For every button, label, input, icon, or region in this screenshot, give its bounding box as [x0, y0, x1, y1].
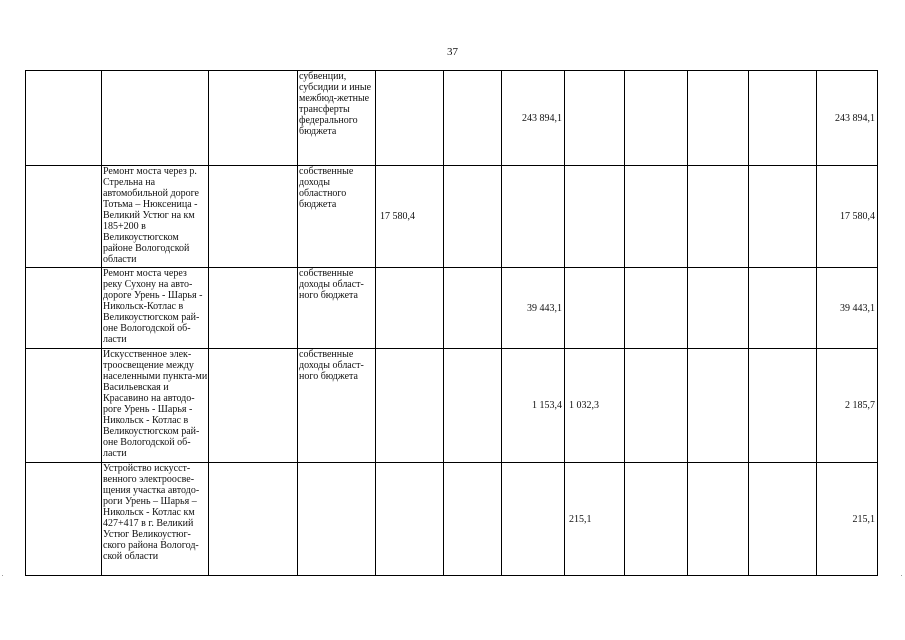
value-cell — [565, 71, 625, 166]
value-cell — [565, 166, 625, 268]
object-name: Ремонт моста через р. Стрельна на автомобильной дороге Тотьма – Нюксеница - Великий Устюг на км 185+200 в Великоустюгском районе Вологодской области — [103, 166, 199, 265]
value-cell — [376, 349, 444, 463]
value-cell — [688, 268, 749, 349]
value-cell — [749, 166, 817, 268]
value-cell — [376, 268, 444, 349]
value-cell — [688, 463, 749, 576]
object-name-cell — [102, 71, 209, 166]
scan-speck — [901, 575, 902, 576]
value-cell — [625, 71, 688, 166]
object-name-cell — [102, 463, 209, 576]
value-cell — [625, 349, 688, 463]
blank-cell — [209, 71, 298, 166]
number-cell — [26, 268, 102, 349]
value-cell: 39 443,1 — [502, 268, 565, 349]
table-row — [26, 463, 878, 576]
value-cell — [502, 166, 565, 268]
value-cell — [444, 463, 502, 576]
value-cell — [688, 71, 749, 166]
total-cell: 215,1 — [817, 463, 878, 576]
value-cell — [625, 268, 688, 349]
number-cell — [26, 349, 102, 463]
funding-source-cell — [298, 349, 376, 463]
blank-cell — [209, 349, 298, 463]
value-cell — [625, 463, 688, 576]
funding-source-cell — [298, 268, 376, 349]
scan-speck — [2, 575, 3, 576]
funding-source: собственные доходы област-ного бюджета — [299, 268, 364, 301]
total-cell: 243 894,1 — [817, 71, 878, 166]
value-cell — [565, 268, 625, 349]
value-cell — [376, 71, 444, 166]
total-cell: 39 443,1 — [817, 268, 878, 349]
value-cell: 215,1 — [565, 463, 625, 576]
value-cell — [749, 463, 817, 576]
funding-source: субвенции, субсидии и иные межбюд-жетные трансферты федерального бюджета — [299, 71, 372, 137]
total-cell: 17 580,4 — [817, 166, 878, 268]
object-name: Ремонт моста через реку Сухону на авто-дороге Урень - Шарья - Никольск-Котлас в Великоустюгском рай-оне Вологодской об-ласти — [103, 268, 203, 345]
value-cell — [688, 166, 749, 268]
value-cell: 17 580,4 — [376, 166, 444, 268]
value-cell — [444, 349, 502, 463]
value-cell — [625, 166, 688, 268]
value-cell: 1 153,4 — [502, 349, 565, 463]
table-row — [26, 349, 878, 463]
value-cell — [749, 71, 817, 166]
budget-table — [25, 70, 878, 576]
object-name-cell — [102, 166, 209, 268]
value-cell: 243 894,1 — [502, 71, 565, 166]
value-cell — [502, 463, 565, 576]
table-row — [26, 166, 878, 268]
funding-source-cell — [298, 71, 376, 166]
value-cell — [444, 166, 502, 268]
value-cell — [376, 463, 444, 576]
table-row — [26, 71, 878, 166]
object-name-cell — [102, 349, 209, 463]
table-row — [26, 268, 878, 349]
funding-source: собственные доходы областного бюджета — [299, 166, 354, 210]
blank-cell — [209, 268, 298, 349]
value-cell — [749, 349, 817, 463]
funding-source-cell — [298, 463, 376, 576]
value-cell — [688, 349, 749, 463]
object-name: Устройство искусст-венного электроосве-щения участка автодо-роги Урень – Шарья – Никольск - Котлас км 427+417 в г. Великий Устюг Великоустюг-ского района Вологод-ской области — [103, 463, 200, 562]
value-cell: 1 032,3 — [565, 349, 625, 463]
value-cell — [444, 71, 502, 166]
number-cell — [26, 166, 102, 268]
blank-cell — [209, 166, 298, 268]
object-name: Искусственное элек-троосвещение между населенными пункта-ми Васильевская и Красавино на автодо-роге Урень - Шарья - Никольск - Котлас в Великоустюгском рай-оне Вологодской об-ласти — [103, 349, 208, 459]
number-cell — [26, 463, 102, 576]
funding-source-cell — [298, 166, 376, 268]
total-cell: 2 185,7 — [817, 349, 878, 463]
value-cell — [444, 268, 502, 349]
page-number: 37 — [447, 46, 458, 58]
value-cell — [749, 268, 817, 349]
funding-source: собственные доходы област-ного бюджета — [299, 349, 364, 382]
object-name-cell — [102, 268, 209, 349]
blank-cell — [209, 463, 298, 576]
number-cell — [26, 71, 102, 166]
